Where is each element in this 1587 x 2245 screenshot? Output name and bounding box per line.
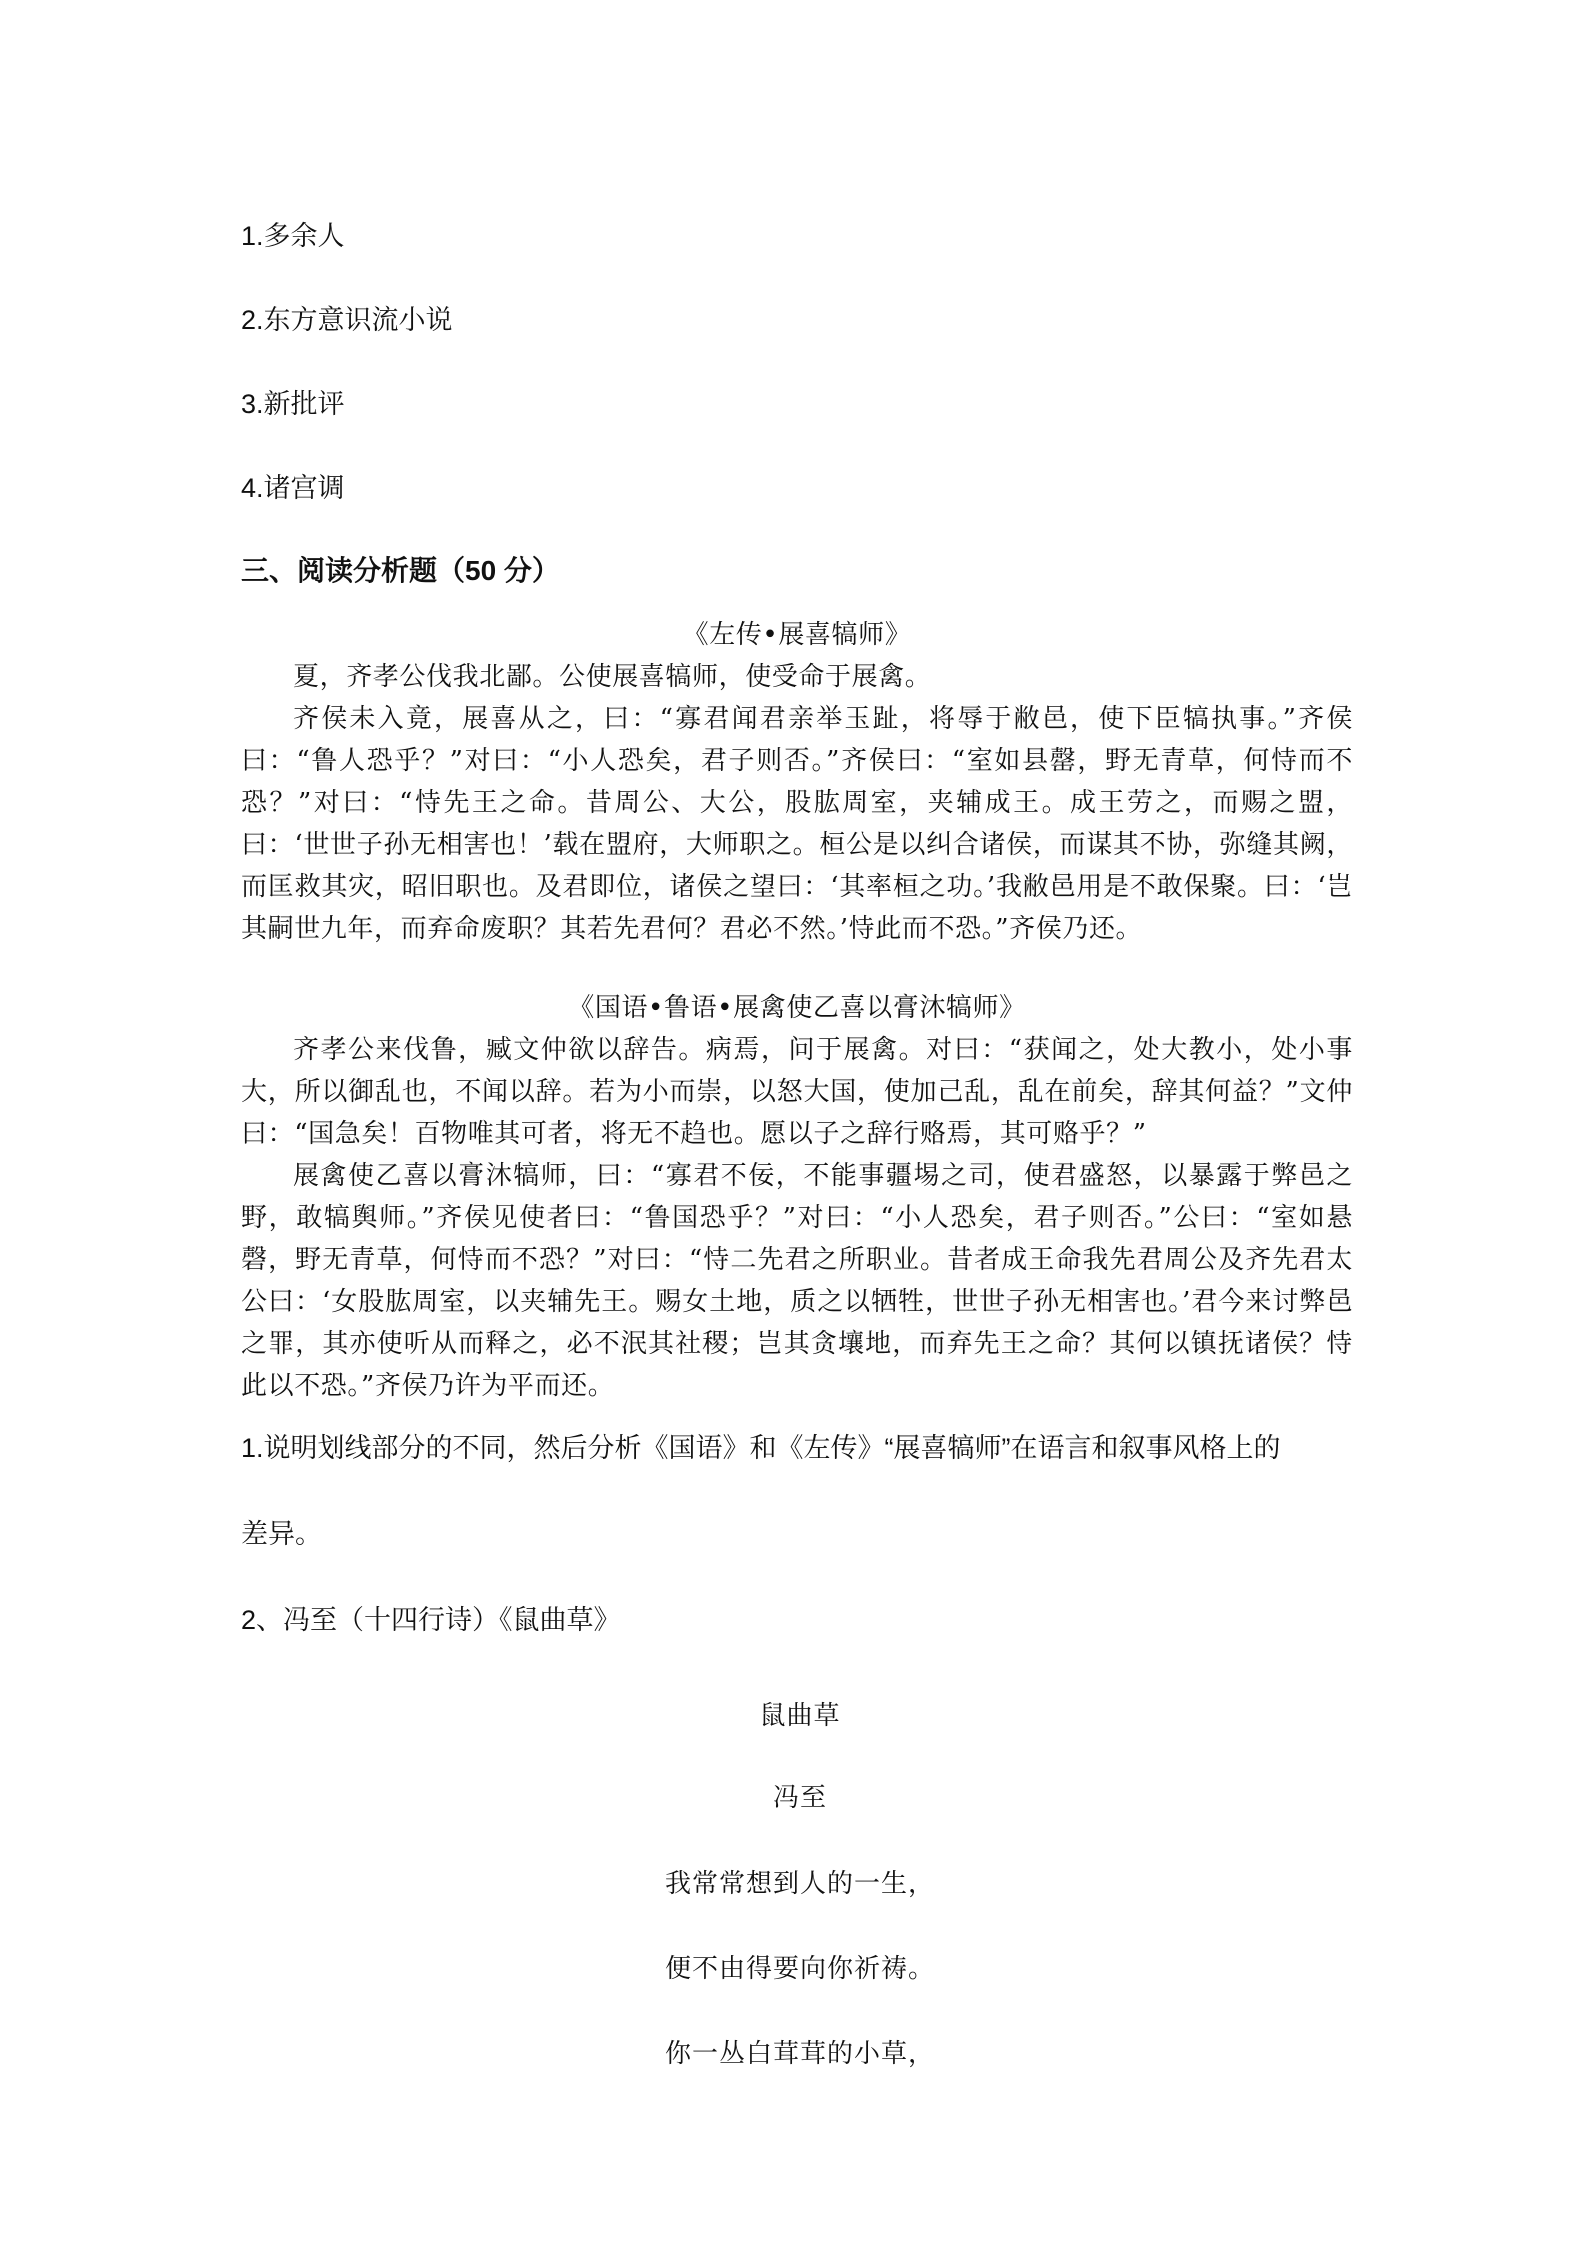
poem-line: 你一丛白茸茸的小草，	[664, 2039, 935, 2069]
poem-author: 冯至	[772, 1783, 827, 1813]
passage-title: 《国语•鲁语•展禽使乙喜以膏沐犒师》	[568, 993, 1026, 1023]
passage-paragraph: 展禽使乙喜以膏沐犒师，曰：“寡君不佞，不能事疆埸之司，使君盛怒，以暴露于弊邑之野，敢犒舆师。”齐侯见使者曰：“鲁国恐乎？”对曰：“小人恐矣，君子则否。”公曰：“室如悬磬，野无青草，何恃而不恐？”对曰：“恃二先君之所职业。昔者成王命我先君周公及齐先君太公曰：‘女股肱周室，以夹辅先王。赐女土地，质之以牺牲，世世子孙无相害也。’君今来讨弊邑之罪，其亦使听从而释之，必不泯其社稷；岂其贪壤地，而弃先王之命？其何以镇抚诸侯？恃此以不恐。”齐侯乃许为平而还。	[241, 1161, 1353, 1401]
question-2: 2、冯至（十四行诗）《鼠曲草》	[241, 1605, 621, 1635]
passage-title: 《左传•展喜犒师》	[682, 620, 912, 650]
passage-paragraph: 齐孝公来伐鲁，臧文仲欲以辞告。病焉，问于展禽。对曰：“获闻之，处大教小，处小事大，所以御乱也，不闻以辞。若为小而崇，以怒大国，使加己乱，乱在前矣，辞其何益？”文仲曰：“国急矣！百物唯其可者，将无不趋也。愿以子之辞行赂焉，其可赂乎？”	[241, 1035, 1353, 1149]
term-item-1: 1.多余人	[241, 221, 345, 251]
passage-paragraph: 夏，齐孝公伐我北鄙。公使展喜犒师，使受命于展禽。	[293, 662, 932, 692]
passage-paragraph: 齐侯未入竟，展喜从之，曰：“寡君闻君亲举玉趾，将辱于敝邑，使下臣犒执事。”齐侯曰：“鲁人恐乎？”对曰：“小人恐矣，君子则否。”齐侯曰：“室如县罄，野无青草，何恃而不恐？”对曰：“恃先王之命。昔周公、大公，股肱周室，夹辅成王。成王劳之，而赐之盟，曰：‘世世子孙无相害也！’载在盟府，大师职之。桓公是以纠合诸侯，而谋其不协，弥缝其阙，而匡救其灾，昭旧职也。及君即位，诸侯之望曰：‘其率桓之功。’我敝邑用是不敢保聚。曰：‘岂其嗣世九年，而弃命废职？其若先君何？君必不然。’恃此而不恐。”齐侯乃还。	[241, 704, 1353, 944]
term-item-4: 4.诸宫调	[241, 473, 345, 503]
question-1-line-2: 差异。	[241, 1519, 322, 1549]
poem-line: 我常常想到人的一生，	[664, 1869, 935, 1899]
poem-line: 便不由得要向你祈祷。	[664, 1954, 935, 1984]
term-item-3: 3.新批评	[241, 389, 345, 419]
passage-zuozhuan	[241, 614, 1353, 950]
poem-title: 鼠曲草	[759, 1701, 841, 1731]
passage-guoyu	[241, 987, 1353, 1407]
question-1-line-1: 1.说明划线部分的不同，然后分析《国语》和《左传》“展喜犒师”在语言和叙事风格上的	[241, 1433, 1281, 1463]
term-item-2: 2.东方意识流小说	[241, 305, 453, 335]
section-heading: 三、阅读分析题（50 分）	[241, 555, 560, 586]
